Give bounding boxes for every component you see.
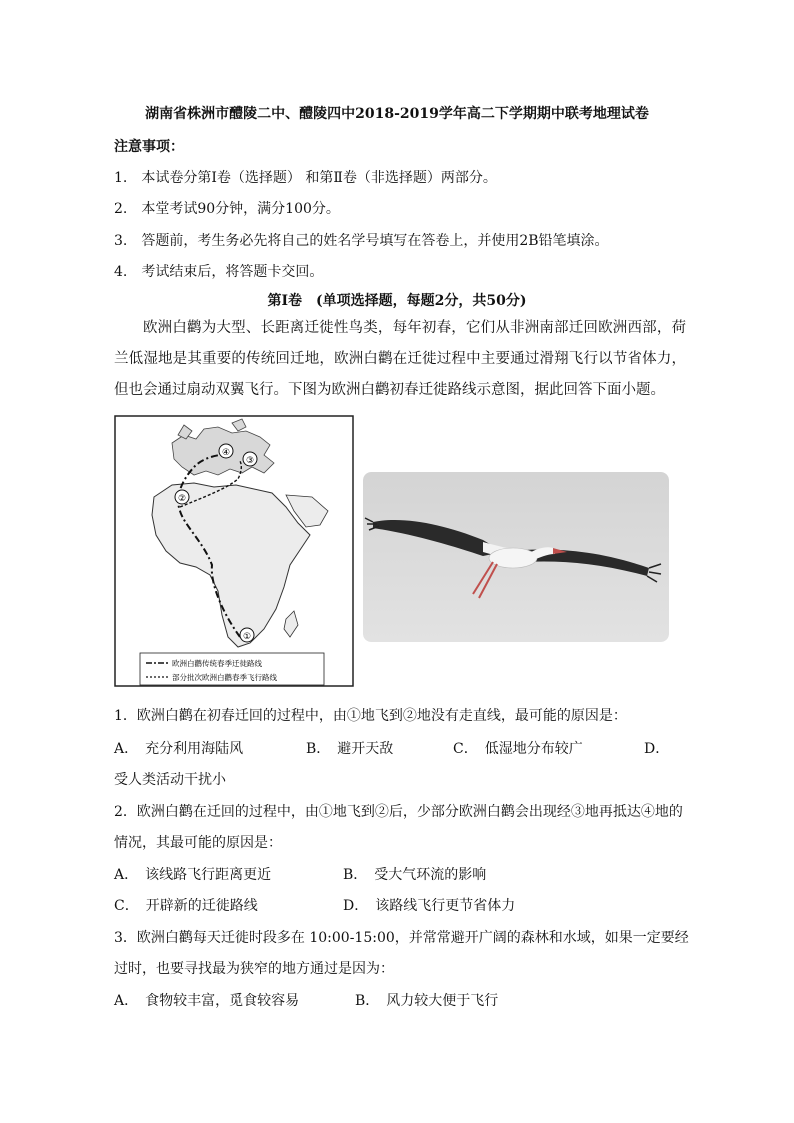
legend-traditional: 欧洲白鹳传统春季迁徙路线 — [172, 659, 262, 668]
marker-1: ① — [243, 632, 252, 642]
marker-2: ② — [178, 494, 187, 504]
q1-option-a: A． 充分利用海陆风 — [114, 741, 244, 757]
intro-paragraph: 欧洲白鹳为大型、长距离迁徙性鸟类，每年初春，它们从非洲南部迁回欧洲西部，荷兰低湿地是其重要的传统回迁地，欧洲白鹳在迁徙过程中主要通过滑翔飞行以节省体力，但也会通过扇动双翼飞行。下图为欧洲白鹳初春迁徙路线示意图，据此回答下面小题。 — [114, 320, 686, 398]
question-1-stem: 1．欧洲白鹳在初春迁回的过程中，由①地飞到②地没有走直线，最可能的原因是： — [114, 708, 627, 724]
q2-option-a: A． 该线路飞行距离更近 — [114, 867, 272, 883]
migration-route-map — [114, 415, 354, 687]
marker-3: ③ — [246, 456, 255, 466]
question-2-stem-line-1: 2．欧洲白鹳在迁回的过程中，由①地飞到②后，少部分欧洲白鹳会出现经③地再抵达④地的 — [114, 804, 683, 820]
q1-option-d-text: 受人类活动干扰小 — [114, 772, 226, 788]
stork-photo — [363, 472, 669, 642]
q2-option-c: C． 开辟新的迁徙路线 — [114, 898, 258, 914]
q3-option-b: B． 风力较大便于飞行 — [355, 993, 499, 1009]
q1-option-c: C． 低湿地分布较广 — [453, 741, 583, 757]
notice-item-4: 4. 考试结束后，将答题卡交回。 — [114, 264, 324, 280]
question-3-stem-line-2: 过时，也要寻找最为狭窄的地方通过是因为： — [114, 961, 394, 977]
q2-option-d: D． 该路线飞行更节省体力 — [343, 898, 516, 914]
question-2-stem-line-2: 情况，其最可能的原因是： — [114, 835, 282, 851]
q2-option-b: B． 受大气环流的影响 — [343, 867, 487, 883]
notice-item-2: 2. 本堂考试90分钟，满分100分。 — [114, 201, 340, 217]
notice-item-1: 1. 本试卷分第Ⅰ卷（选择题） 和第Ⅱ卷（非选择题）两部分。 — [114, 170, 497, 186]
section-title: 第Ⅰ卷 (单项选择题，每题2分，共50分) — [267, 293, 527, 309]
marker-4: ④ — [222, 448, 231, 458]
notice-item-3: 3. 答题前，考生务必先将自己的姓名学号填写在答卷上，并使用2B铅笔填涂。 — [114, 233, 609, 249]
exam-title: 湖南省株洲市醴陵二中、醴陵四中2018-2019学年高二下学期期中联考地理试卷 — [145, 106, 649, 122]
notice-heading: 注意事项： — [114, 139, 184, 155]
question-3-stem-line-1: 3．欧洲白鹳每天迁徙时段多在 10:00-15:00，并常常避开广阔的森林和水域，如果一定要经 — [114, 930, 689, 946]
q1-option-d: D． — [644, 741, 670, 757]
q3-option-a: A． 食物较丰富，觅食较容易 — [114, 993, 300, 1009]
legend-partial: 部分批次欧洲白鹳春季飞行路线 — [172, 673, 277, 682]
q1-option-b: B． 避开天敌 — [306, 741, 394, 757]
